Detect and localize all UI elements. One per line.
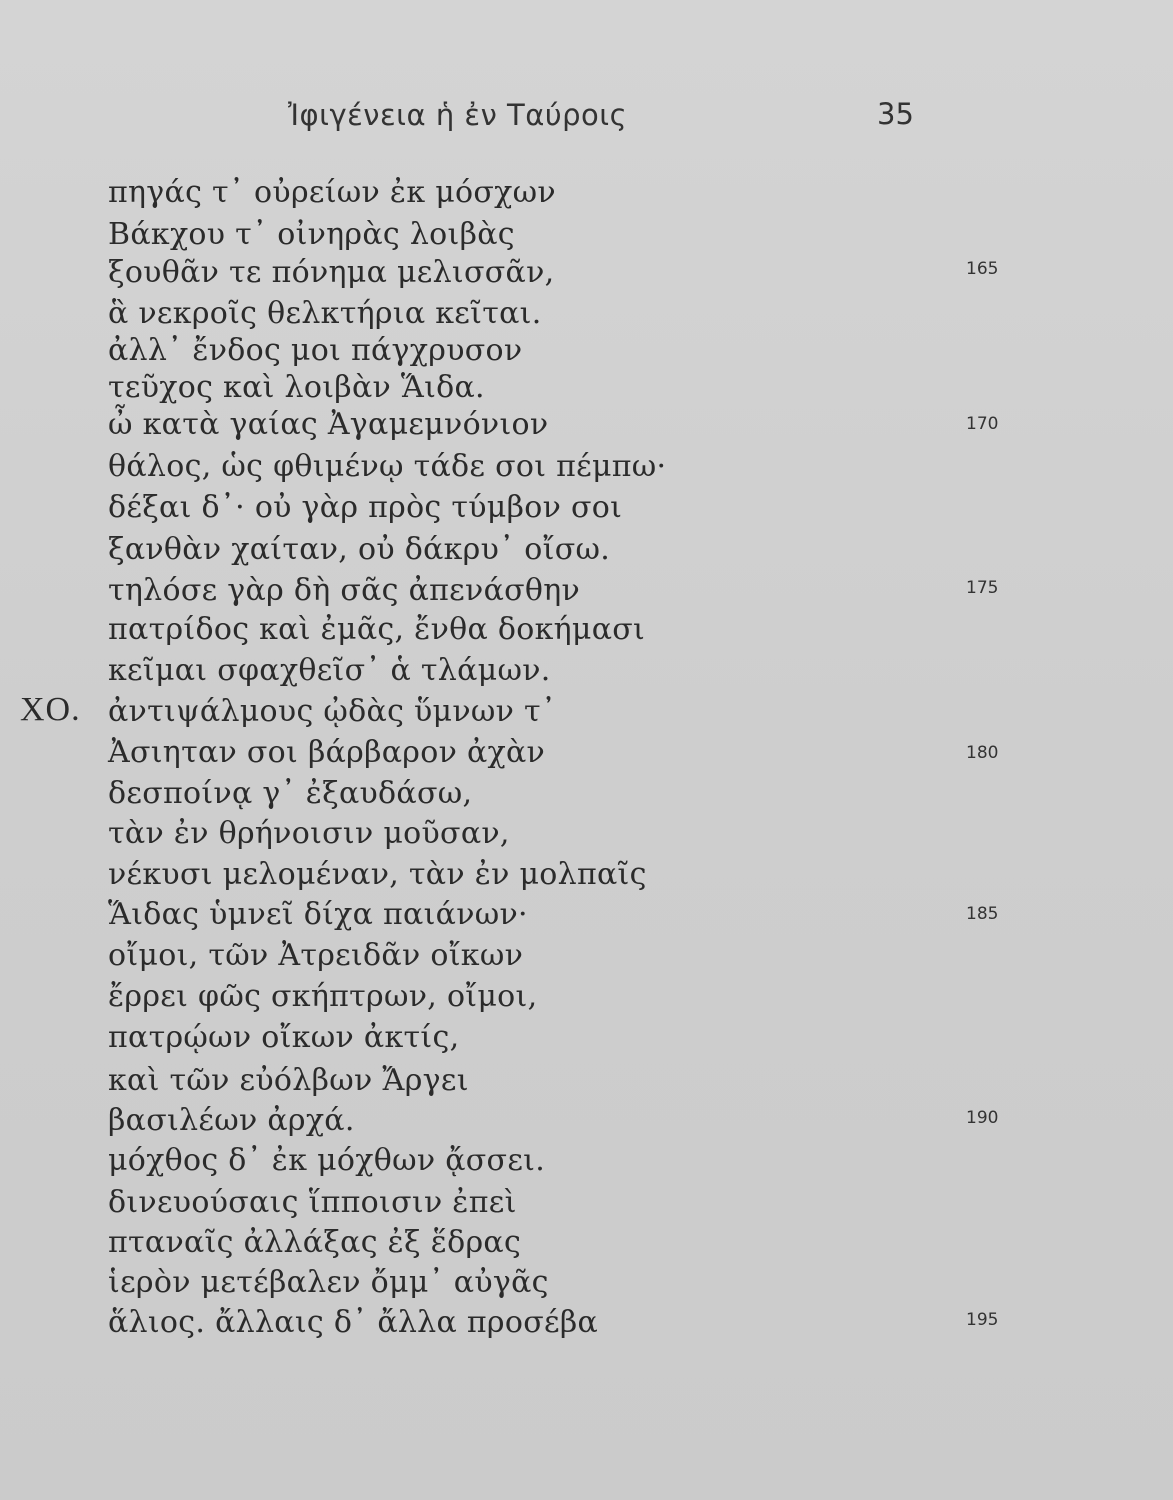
verse-line: Βάκχου τ᾽ οἰνηρὰς λοιβὰς	[108, 217, 515, 252]
verse-line: οἴμοι, τῶν Ἀτρειδᾶν οἴκων	[108, 938, 524, 973]
verse-line: βασιλέων ἀρχά.	[108, 1103, 355, 1138]
verse-line: πηγάς τ᾽ οὐρείων ἐκ μόσχων	[108, 175, 556, 210]
verse-line: Ἀσιηταν σοι βάρβαρον ἀχὰν	[108, 735, 546, 770]
verse-line: ἀντιψάλμους ᾠδὰς ὕμνων τ᾽	[108, 694, 557, 729]
verse-line: ἃ νεκροῖς θελκτήρια κεῖται.	[108, 296, 542, 331]
line-number: 170	[966, 414, 999, 434]
verse-line: θάλος, ὡς φθιμένῳ τάδε σοι πέμπω·	[108, 449, 667, 484]
line-number: 185	[966, 904, 999, 924]
page-number: 35	[877, 97, 914, 131]
verse-line: καὶ τῶν εὐόλβων Ἄργει	[108, 1063, 469, 1098]
running-title: Ἰφιγένεια ἡ ἐν Ταύροις	[288, 98, 628, 132]
speaker-label-chorus: ΧΟ.	[20, 691, 81, 728]
line-number: 180	[966, 743, 999, 763]
verse-line: ἔρρει φῶς σκήπτρων, οἴμοι,	[108, 979, 538, 1014]
verse-line: τὰν ἐν θρήνοισιν μοῦσαν,	[108, 816, 510, 851]
verse-line: νέκυσι μελομέναν, τὰν ἐν μολπαῖς	[108, 857, 647, 892]
verse-line: ξουθᾶν τε πόνημα μελισσᾶν,	[108, 255, 555, 290]
verse-line: μόχθος δ᾽ ἐκ μόχθων ᾄσσει.	[108, 1143, 546, 1178]
verse-line: ὦ κατὰ γαίας Ἀγαμεμνόνιον	[108, 407, 549, 442]
verse-line: ἱερὸν μετέβαλεν ὄμμ᾽ αὐγᾶς	[108, 1265, 549, 1300]
verse-line: κεῖμαι σφαχθεῖσ᾽ ἁ τλάμων.	[108, 653, 551, 688]
verse-line: δινευούσαις ἵπποισιν ἐπεὶ	[108, 1185, 517, 1220]
line-number: 190	[966, 1108, 999, 1128]
line-number: 195	[966, 1310, 999, 1330]
verse-line: τηλόσε γὰρ δὴ σᾶς ἀπενάσθην	[108, 573, 581, 608]
verse-line: πατρῴων οἴκων ἀκτίς,	[108, 1020, 460, 1055]
verse-line: πταναῖς ἀλλάξας ἐξ ἕδρας	[108, 1225, 522, 1260]
verse-line: τεῦχος καὶ λοιβὰν Ἅιδα.	[108, 370, 485, 405]
verse-line: Ἅιδας ὑμνεῖ δίχα παιάνων·	[108, 897, 528, 932]
verse-line: δεσποίνᾳ γ᾽ ἐξαυδάσω,	[108, 776, 473, 811]
verse-line: δέξαι δ᾽· οὐ γὰρ πρὸς τύμβον σοι	[108, 490, 623, 525]
line-number: 175	[966, 578, 999, 598]
verse-line: ξανθὰν χαίταν, οὐ δάκρυ᾽ οἴσω.	[108, 532, 611, 567]
verse-line: ἅλιος. ἄλλαις δ᾽ ἄλλα προσέβα	[108, 1305, 599, 1340]
line-number: 165	[966, 259, 999, 279]
verse-line: ἀλλ᾽ ἔνδος μοι πάγχρυσον	[108, 333, 523, 368]
verse-line: πατρίδος καὶ ἐμᾶς, ἔνθα δοκήμασι	[108, 612, 646, 647]
